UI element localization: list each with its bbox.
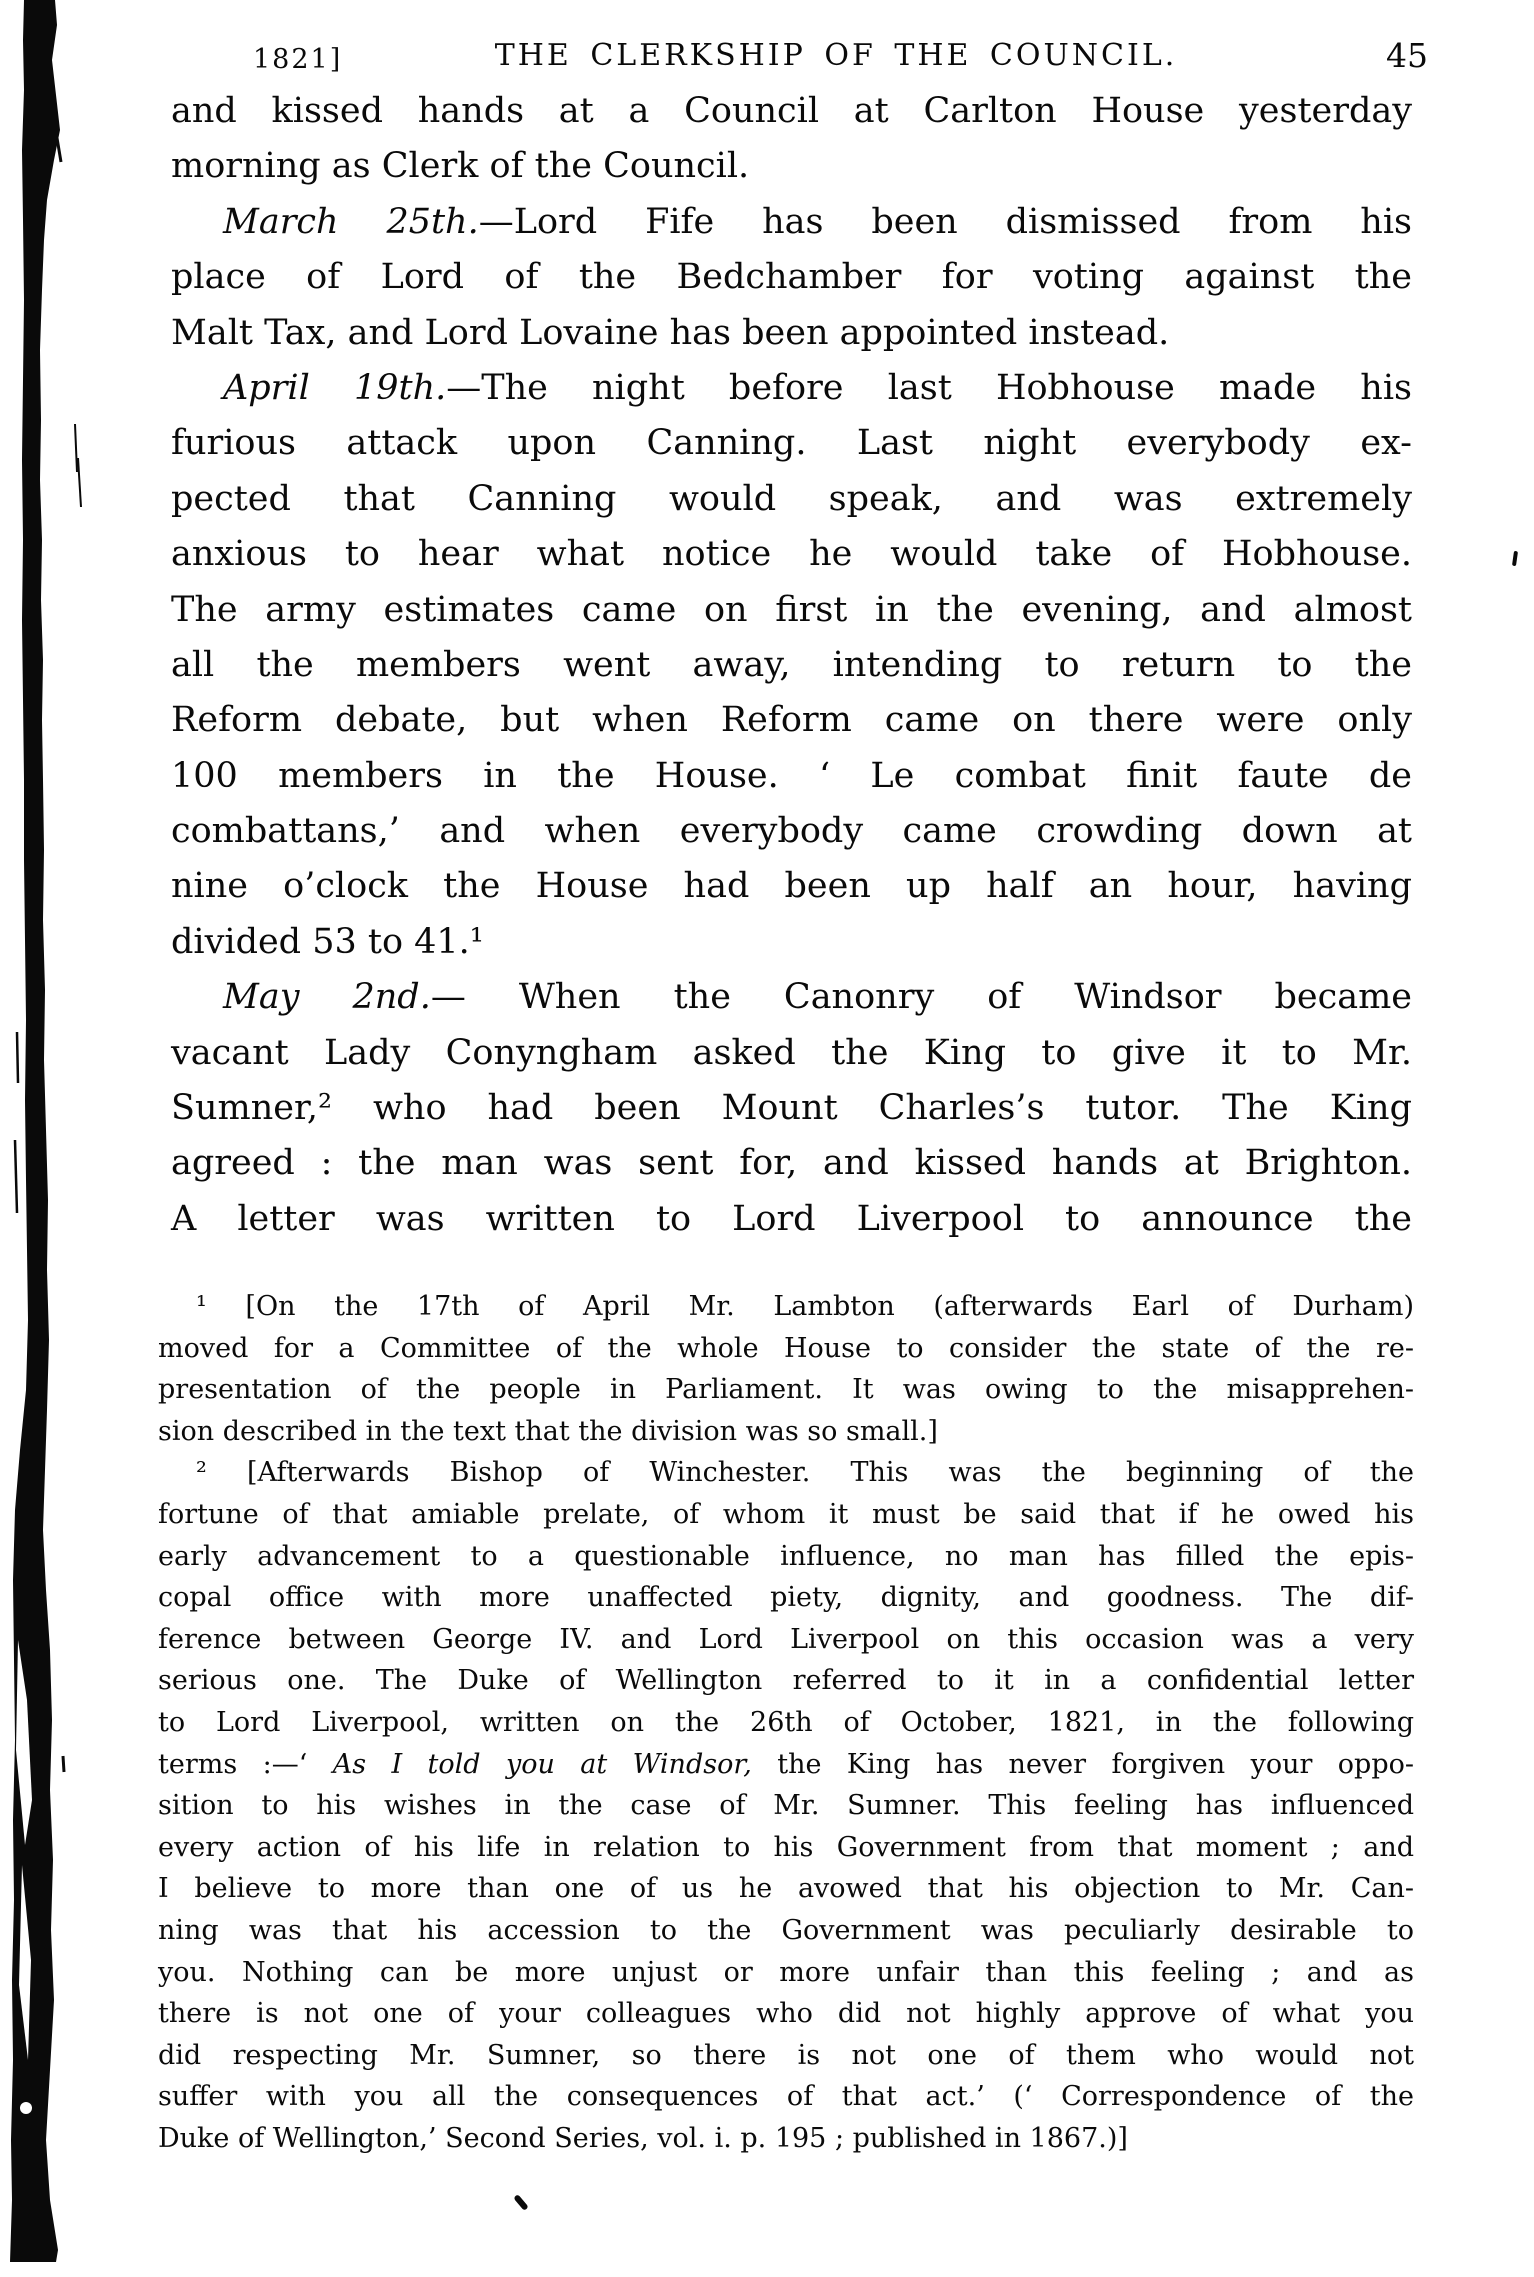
text-line: sition to his wishes in the case of Mr. Sumner. This feeling has influenced bbox=[158, 1790, 1414, 1822]
page-header bbox=[0, 38, 1534, 74]
text-line: Reform debate, but when Reform came on there were only bbox=[171, 700, 1412, 741]
text-line: every action of his life in relation to his Government from that moment ; and bbox=[158, 1831, 1414, 1863]
text-line: March 25th.—Lord Fife has been dismissed from his bbox=[223, 201, 1412, 242]
text-line: anxious to hear what notice he would take of Hobhouse. bbox=[171, 534, 1412, 575]
text-line: ¹ [On the 17th of April Mr. Lambton (afterwards Earl of Durham) bbox=[196, 1291, 1414, 1322]
text-line: 100 members in the House. ‘ Le combat finit faute de bbox=[171, 755, 1412, 796]
text-line: there is not one of your colleagues who did not highly approve of what you bbox=[158, 1998, 1414, 2030]
footnote-block bbox=[158, 1286, 1414, 2159]
text-line: fortune of that amiable prelate, of whom it must be said that if he owed his bbox=[158, 1498, 1414, 1530]
text-line: sion described in the text that the division was so small.] bbox=[158, 1415, 938, 1447]
text-line: I believe to more than one of us he avowed that his objection to Mr. Can- bbox=[158, 1873, 1414, 1905]
ink-speck bbox=[1512, 551, 1518, 566]
text-line: moved for a Committee of the whole House to consider the state of the re- bbox=[158, 1332, 1414, 1364]
text-line: ference between George IV. and Lord Liverpool on this occasion was a very bbox=[158, 1623, 1414, 1655]
text-line: you. Nothing can be more unjust or more unfair than this feeling ; and as bbox=[158, 1956, 1414, 1988]
text-line: ² [Afterwards Bishop of Winchester. This was the beginning of the bbox=[196, 1457, 1414, 1489]
text-line: April 19th.—The night before last Hobhouse made his bbox=[223, 367, 1412, 408]
text-line: ning was that his accession to the Government was peculiarly desirable to bbox=[158, 1914, 1414, 1946]
text-line: nine o’clock the House had been up half an hour, having bbox=[171, 866, 1412, 907]
text-line: place of Lord of the Bedchamber for voting against the bbox=[171, 257, 1412, 298]
binding-shadow-artifact bbox=[0, 0, 120, 2277]
main-text-block bbox=[171, 84, 1412, 1247]
text-line: A letter was written to Lord Liverpool to announce the bbox=[171, 1198, 1412, 1239]
text-line: copal office with more unaffected piety, dignity, and goodness. The dif- bbox=[158, 1582, 1414, 1614]
text-line: combattans,’ and when everybody came crowding down at bbox=[171, 811, 1412, 852]
page-number: 45 bbox=[1386, 36, 1428, 75]
text-line: and kissed hands at a Council at Carlton House yesterday bbox=[171, 91, 1412, 131]
text-line: all the members went away, intending to return to the bbox=[171, 644, 1412, 685]
text-line: morning as Clerk of the Council. bbox=[171, 146, 750, 187]
text-line: serious one. The Duke of Wellington referred to it in a confidential letter bbox=[158, 1665, 1414, 1697]
text-line: did respecting Mr. Sumner, so there is not one of them who would not bbox=[158, 2039, 1414, 2071]
text-line: pected that Canning would speak, and was extremely bbox=[171, 478, 1412, 519]
header-year: 1821] bbox=[253, 44, 343, 75]
running-title: THE CLERKSHIP OF THE COUNCIL. bbox=[494, 38, 1178, 73]
text-line: Duke of Wellington,’ Second Series, vol. i. p. 195 ; published in 1867.)] bbox=[158, 2122, 1128, 2154]
text-line: presentation of the people in Parliament. It was owing to the misapprehen- bbox=[158, 1374, 1414, 1406]
text-line: early advancement to a questionable influence, no man has filled the epis- bbox=[158, 1540, 1414, 1572]
text-line: Sumner,² who had been Mount Charles’s tutor. The King bbox=[171, 1088, 1412, 1129]
text-line: terms :—‘ As I told you at Windsor, the King has never forgiven your oppo- bbox=[158, 1748, 1414, 1780]
text-line: suffer with you all the consequences of that act.’ (‘ Correspondence of the bbox=[158, 2081, 1414, 2113]
ink-speck bbox=[513, 2194, 529, 2211]
text-line: May 2nd.— When the Canonry of Windsor became bbox=[223, 977, 1412, 1018]
text-line: agreed : the man was sent for, and kissed hands at Brighton. bbox=[171, 1143, 1412, 1184]
text-line: The army estimates came on first in the evening, and almost bbox=[171, 589, 1412, 630]
text-line: vacant Lady Conyngham asked the King to give it to Mr. bbox=[171, 1032, 1412, 1073]
text-line: furious attack upon Canning. Last night everybody ex- bbox=[171, 423, 1412, 464]
text-line: Malt Tax, and Lord Lovaine has been appointed instead. bbox=[171, 312, 1170, 353]
text-line: divided 53 to 41.¹ bbox=[171, 921, 484, 962]
text-line: to Lord Liverpool, written on the 26th of October, 1821, in the following bbox=[158, 1706, 1414, 1738]
